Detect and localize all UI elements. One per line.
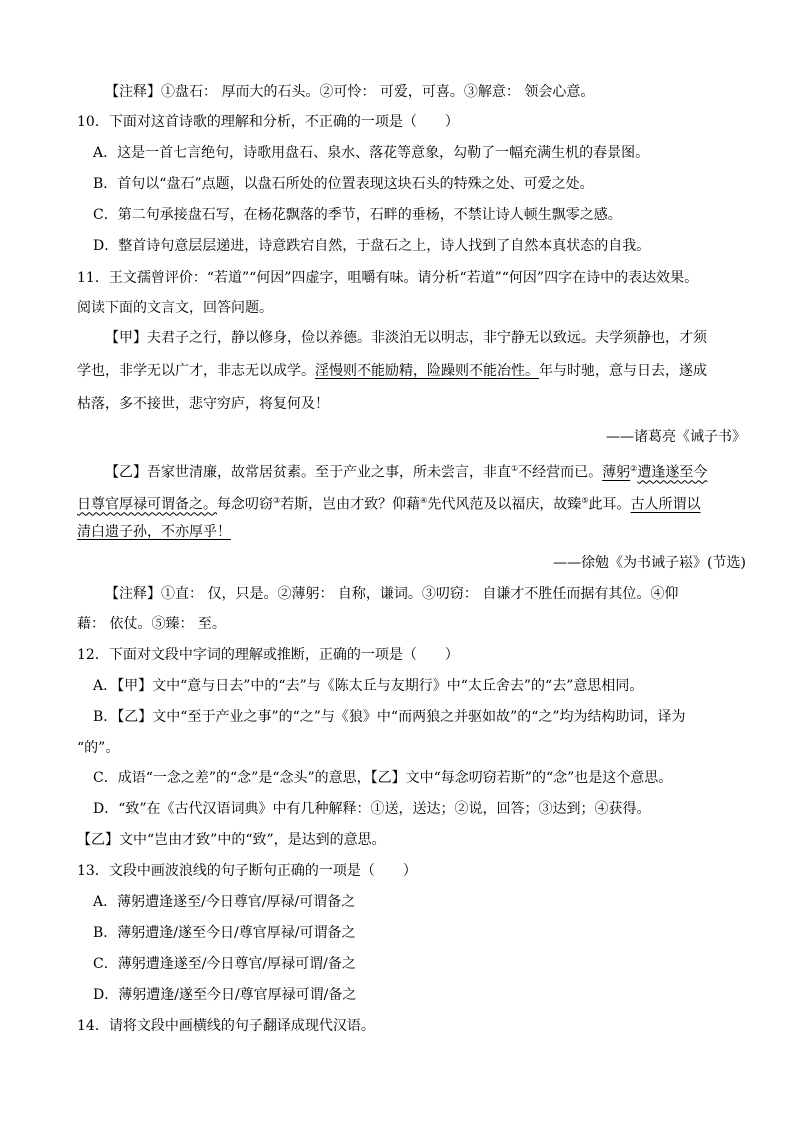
underlined-sentence-jia: 淫慢则不能励精，险躁则不能冶性。 bbox=[315, 363, 539, 379]
question-13-stem: 13．文段中画波浪线的句子断句正确的一项是（ ） bbox=[77, 863, 417, 879]
passage-yi-note-line-2: 藉： 依仗。⑤臻： 至。 bbox=[77, 616, 226, 632]
passage-jia-line-2 bbox=[77, 361, 707, 381]
question-10-stem: 10．下面对这首诗歌的理解和分析，不正确的一项是（ ） bbox=[77, 114, 459, 130]
passage-yi-text: 每念叨窃 bbox=[217, 496, 273, 513]
passage-jia-line-1: 【甲】夫君子之行，静以修身，俭以养德。非淡泊无以明志，非宁静无以致远。夫学须静也，才须 bbox=[105, 330, 707, 346]
question-10-option-a: A．这是一首七言绝句，诗歌用盘石、泉水、落花等意象，勾勒了一幅充满生机的春景图。 bbox=[93, 145, 650, 161]
passage-yi-text: 【乙】吾家世清廉，故常居贫素。至于产业之事，所未尝言，非直 bbox=[105, 464, 511, 481]
passage-yi-text: 若斯，岂由才致？仰藉 bbox=[280, 496, 421, 513]
passage-jia-line-3: 枯落，多不接世，悲守穷庐，将复何及！ bbox=[77, 396, 329, 412]
footnote-marker: ⑤ bbox=[581, 496, 589, 505]
question-12-option-d-line-1: D．“致”在《古代汉语词典》中有几种解释：①送，送达；②说，回答；③达到；④获得。 bbox=[93, 801, 651, 817]
underlined-sentence-yi: 古人所谓以 bbox=[630, 496, 701, 513]
footnote-marker: ④ bbox=[420, 496, 428, 505]
question-10-option-d: D．整首诗句意层层递进，诗意跌宕自然，于盘石之上，诗人找到了自然本真状态的自我。 bbox=[93, 238, 651, 254]
question-12-stem: 12．下面对文段中字词的理解或推断，正确的一项是（ ） bbox=[77, 647, 459, 663]
underlined-sentence-yi: 遗子孙，不亦厚乎！ bbox=[105, 524, 231, 540]
question-13-option-b: B．薄躬遭逢/遂至今日/尊官厚禄/可谓备之 bbox=[93, 925, 356, 941]
question-11: 11．王文孺曾评价：“若道”“何因”四虚字，咀嚼有味。请分析“若道”“何因”四字在诗中的表达效果。 bbox=[77, 270, 699, 286]
poem-note: 【注释】①盘石： 厚而大的石头。②可怜： 可爱，可喜。③解意： 领会心意。 bbox=[105, 84, 595, 100]
footnote-marker: ③ bbox=[273, 496, 281, 505]
passage-yi-note-line-1: 【注释】①直： 仅，只是。②薄躬： 自称，谦词。③叨窃： 自谦才不胜任而据有其位。④仰 bbox=[105, 586, 679, 602]
question-12-option-d-line-2: 【乙】文中“岂由才致”中的“致”，是达到的意思。 bbox=[77, 832, 386, 848]
passage-yi-text: 不经营而已。 bbox=[518, 464, 603, 481]
footnote-marker: ① bbox=[511, 464, 519, 473]
wavy-sentence: 遭逢遂至今 bbox=[637, 464, 708, 481]
reading-intro: 阅读下面的文言文，回答问题。 bbox=[77, 300, 273, 316]
passage-yi-line-3 bbox=[77, 522, 231, 542]
passage-yi-line-2 bbox=[77, 491, 701, 515]
passage-yi-source: ——徐勉《为书诫子崧》(节选) bbox=[553, 555, 746, 571]
passage-jia-text: 年与时驰，意与日去，遂成 bbox=[539, 363, 707, 379]
passage-yi-text: 先代风范及以福庆，故臻 bbox=[427, 496, 582, 513]
question-13-option-c: C．薄躬遭逢遂至/今日尊官/厚禄可谓/备之 bbox=[93, 956, 356, 972]
question-14: 14．请将文段中画横线的句子翻译成现代汉语。 bbox=[77, 1018, 375, 1034]
passage-yi-text: 此耳。 bbox=[588, 496, 631, 513]
underlined-sentence-yi: 清白 bbox=[77, 524, 105, 540]
question-12-option-b-line-2: “的”。 bbox=[77, 740, 120, 756]
wavy-sentence: 日尊官厚禄可谓备之。 bbox=[77, 496, 217, 513]
question-13-option-d: D．薄躬遭逢/遂至今日/尊官厚禄可谓/备之 bbox=[93, 987, 357, 1003]
question-12-option-b-line-1: B．【乙】文中“至于产业之事”的“之”与《狼》中“而两狼之并驱如故”的“之”均为结构助词，译为 bbox=[93, 709, 686, 725]
passage-yi-line-1 bbox=[105, 459, 707, 483]
question-12-option-a: A．【甲】文中“意与日去”中的“去”与《陈太丘与友期行》中“太丘舍去”的“去”意思相同。 bbox=[93, 678, 644, 694]
footnote-marker: ② bbox=[630, 464, 638, 473]
question-12-option-c: C．成语“一念之差”的“念”是“念头”的意思，【乙】文中“每念叨窃若斯”的“念”也是这个意思。 bbox=[93, 770, 673, 786]
passage-jia-text: 学也，非学无以广才，非志无以成学。 bbox=[77, 363, 315, 379]
passage-jia-source: ——诸葛亮《诫子书》 bbox=[606, 429, 746, 445]
wavy-sentence: 薄躬 bbox=[602, 464, 631, 481]
question-10-option-b: B．首句以“盘石”点题，以盘石所处的位置表现这块石头的特殊之处、可爱之处。 bbox=[93, 176, 594, 192]
question-13-option-a: A．薄躬遭逢遂至/今日尊官/厚禄/可谓备之 bbox=[93, 894, 356, 910]
question-10-option-c: C．第二句承接盘石写，在杨花飘落的季节，石畔的垂杨，不禁让诗人顿生飘零之感。 bbox=[93, 207, 622, 223]
